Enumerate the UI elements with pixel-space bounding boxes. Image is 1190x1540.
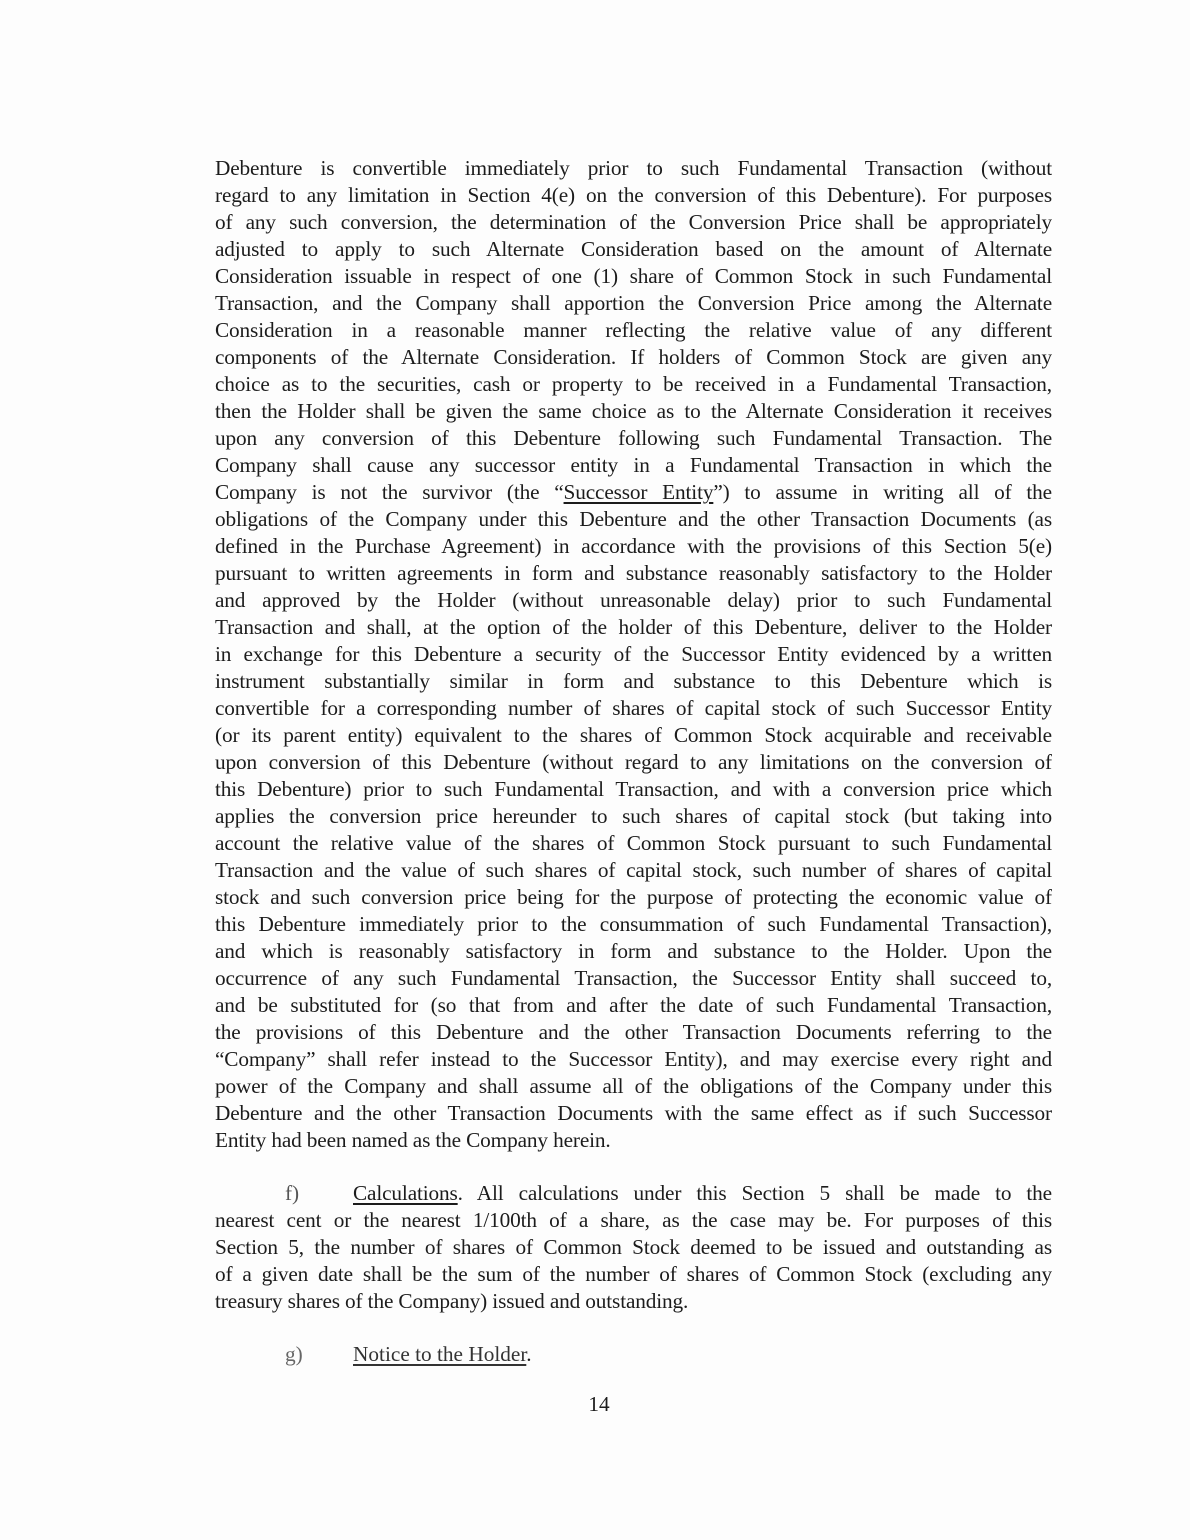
- text-line: Debenture and the other Transaction Documents with the same effect as if such Successor: [215, 1101, 1052, 1125]
- text-line: account the relative value of the shares of Common Stock pursuant to such Fundamental: [215, 831, 1052, 855]
- text-line: defined in the Purchase Agreement) in accordance with the provisions of this Section 5(e): [215, 534, 1052, 558]
- paragraph-fundamental-transaction: [215, 155, 1052, 1154]
- text-line: instrument substantially similar in form and substance to this Debenture which is: [215, 669, 1052, 693]
- text-line: of a given date shall be the sum of the number of shares of Common Stock (excluding any: [215, 1262, 1052, 1286]
- text-line: of any such conversion, the determination of the Conversion Price shall be appropriately: [215, 210, 1052, 234]
- text-segment: . All calculations under this Section 5 shall be made to the: [457, 1181, 1052, 1205]
- section-f-title: Calculations: [353, 1181, 458, 1205]
- text-line: in exchange for this Debenture a security of the Successor Entity evidenced by a written: [215, 642, 1052, 666]
- text-line: obligations of the Company under this Debenture and the other Transaction Documents (as: [215, 507, 1052, 531]
- text-line: Company shall cause any successor entity in a Fundamental Transaction in which the: [215, 453, 1052, 477]
- text-line: regard to any limitation in Section 4(e) on the conversion of this Debenture). For purposes: [215, 183, 1052, 207]
- text-line: upon any conversion of this Debenture following such Fundamental Transaction. The: [215, 426, 1052, 450]
- text-line: treasury shares of the Company) issued and outstanding.: [215, 1289, 689, 1313]
- text-line: choice as to the securities, cash or property to be received in a Fundamental Transaction,: [215, 372, 1052, 396]
- section-f-first-line: [215, 1180, 1052, 1207]
- section-g-label: g): [285, 1342, 303, 1366]
- text-line: Entity had been named as the Company herein.: [215, 1128, 611, 1152]
- text-segment: Company is not the survivor (the “: [215, 480, 564, 504]
- text-line: stock and such conversion price being for the purpose of protecting the economic value of: [215, 885, 1052, 909]
- text-line: applies the conversion price hereunder to such shares of capital stock (but taking into: [215, 804, 1052, 828]
- text-line: “Company” shall refer instead to the Successor Entity), and may exercise every right and: [215, 1047, 1052, 1071]
- text-line: this Debenture) prior to such Fundamental Transaction, and with a conversion price which: [215, 777, 1052, 801]
- text-line: then the Holder shall be given the same choice as to the Alternate Consideration it receives: [215, 399, 1052, 423]
- text-line: components of the Alternate Consideration. If holders of Common Stock are given any: [215, 345, 1052, 369]
- text-line: the provisions of this Debenture and the other Transaction Documents referring to the: [215, 1020, 1052, 1044]
- section-g-title-suffix: .: [526, 1342, 532, 1366]
- text-line: Transaction and shall, at the option of the holder of this Debenture, deliver to the Holder: [215, 615, 1052, 639]
- section-f-calculations: [215, 1180, 1052, 1315]
- text-line: Consideration in a reasonable manner reflecting the relative value of any different: [215, 318, 1052, 342]
- text-line: and approved by the Holder (without unreasonable delay) prior to such Fundamental: [215, 588, 1052, 612]
- text-line: and which is reasonably satisfactory in form and substance to the Holder. Upon the: [215, 939, 1052, 963]
- text-line: Debenture is convertible immediately prior to such Fundamental Transaction (without: [215, 156, 1052, 180]
- text-line: convertible for a corresponding number of shares of capital stock of such Successor Entity: [215, 696, 1052, 720]
- section-f-label: f): [285, 1181, 299, 1205]
- text-line: adjusted to apply to such Alternate Consideration based on the amount of Alternate: [215, 237, 1052, 261]
- text-line: Transaction, and the Company shall apportion the Conversion Price among the Alternate: [215, 291, 1052, 315]
- defined-term-successor-entity: Successor Entity: [563, 480, 714, 504]
- text-line: this Debenture immediately prior to the consummation of such Fundamental Transaction),: [215, 912, 1052, 936]
- text-line: (or its parent entity) equivalent to the shares of Common Stock acquirable and receivable: [215, 723, 1052, 747]
- text-line: Section 5, the number of shares of Common Stock deemed to be issued and outstanding as: [215, 1235, 1052, 1259]
- text-line: and be substituted for (so that from and after the date of such Fundamental Transaction,: [215, 993, 1052, 1017]
- text-line-defined-term: [215, 479, 1052, 506]
- section-g-title: Notice to the Holder: [353, 1342, 527, 1366]
- text-line: Transaction and the value of such shares of capital stock, such number of shares of capital: [215, 858, 1052, 882]
- text-segment: ”) to assume in writing all of the: [713, 480, 1052, 504]
- text-line: Consideration issuable in respect of one (1) share of Common Stock in such Fundamental: [215, 264, 1052, 288]
- page-number: 14: [588, 1392, 610, 1416]
- text-line: occurrence of any such Fundamental Transaction, the Successor Entity shall succeed to,: [215, 966, 1052, 990]
- section-g-heading: [285, 1341, 532, 1368]
- text-line: upon conversion of this Debenture (without regard to any limitations on the conversion of: [215, 750, 1052, 774]
- text-line: nearest cent or the nearest 1/100th of a share, as the case may be. For purposes of this: [215, 1208, 1052, 1232]
- text-line: power of the Company and shall assume all of the obligations of the Company under this: [215, 1074, 1052, 1098]
- text-line: pursuant to written agreements in form and substance reasonably satisfactory to the Holder: [215, 561, 1052, 585]
